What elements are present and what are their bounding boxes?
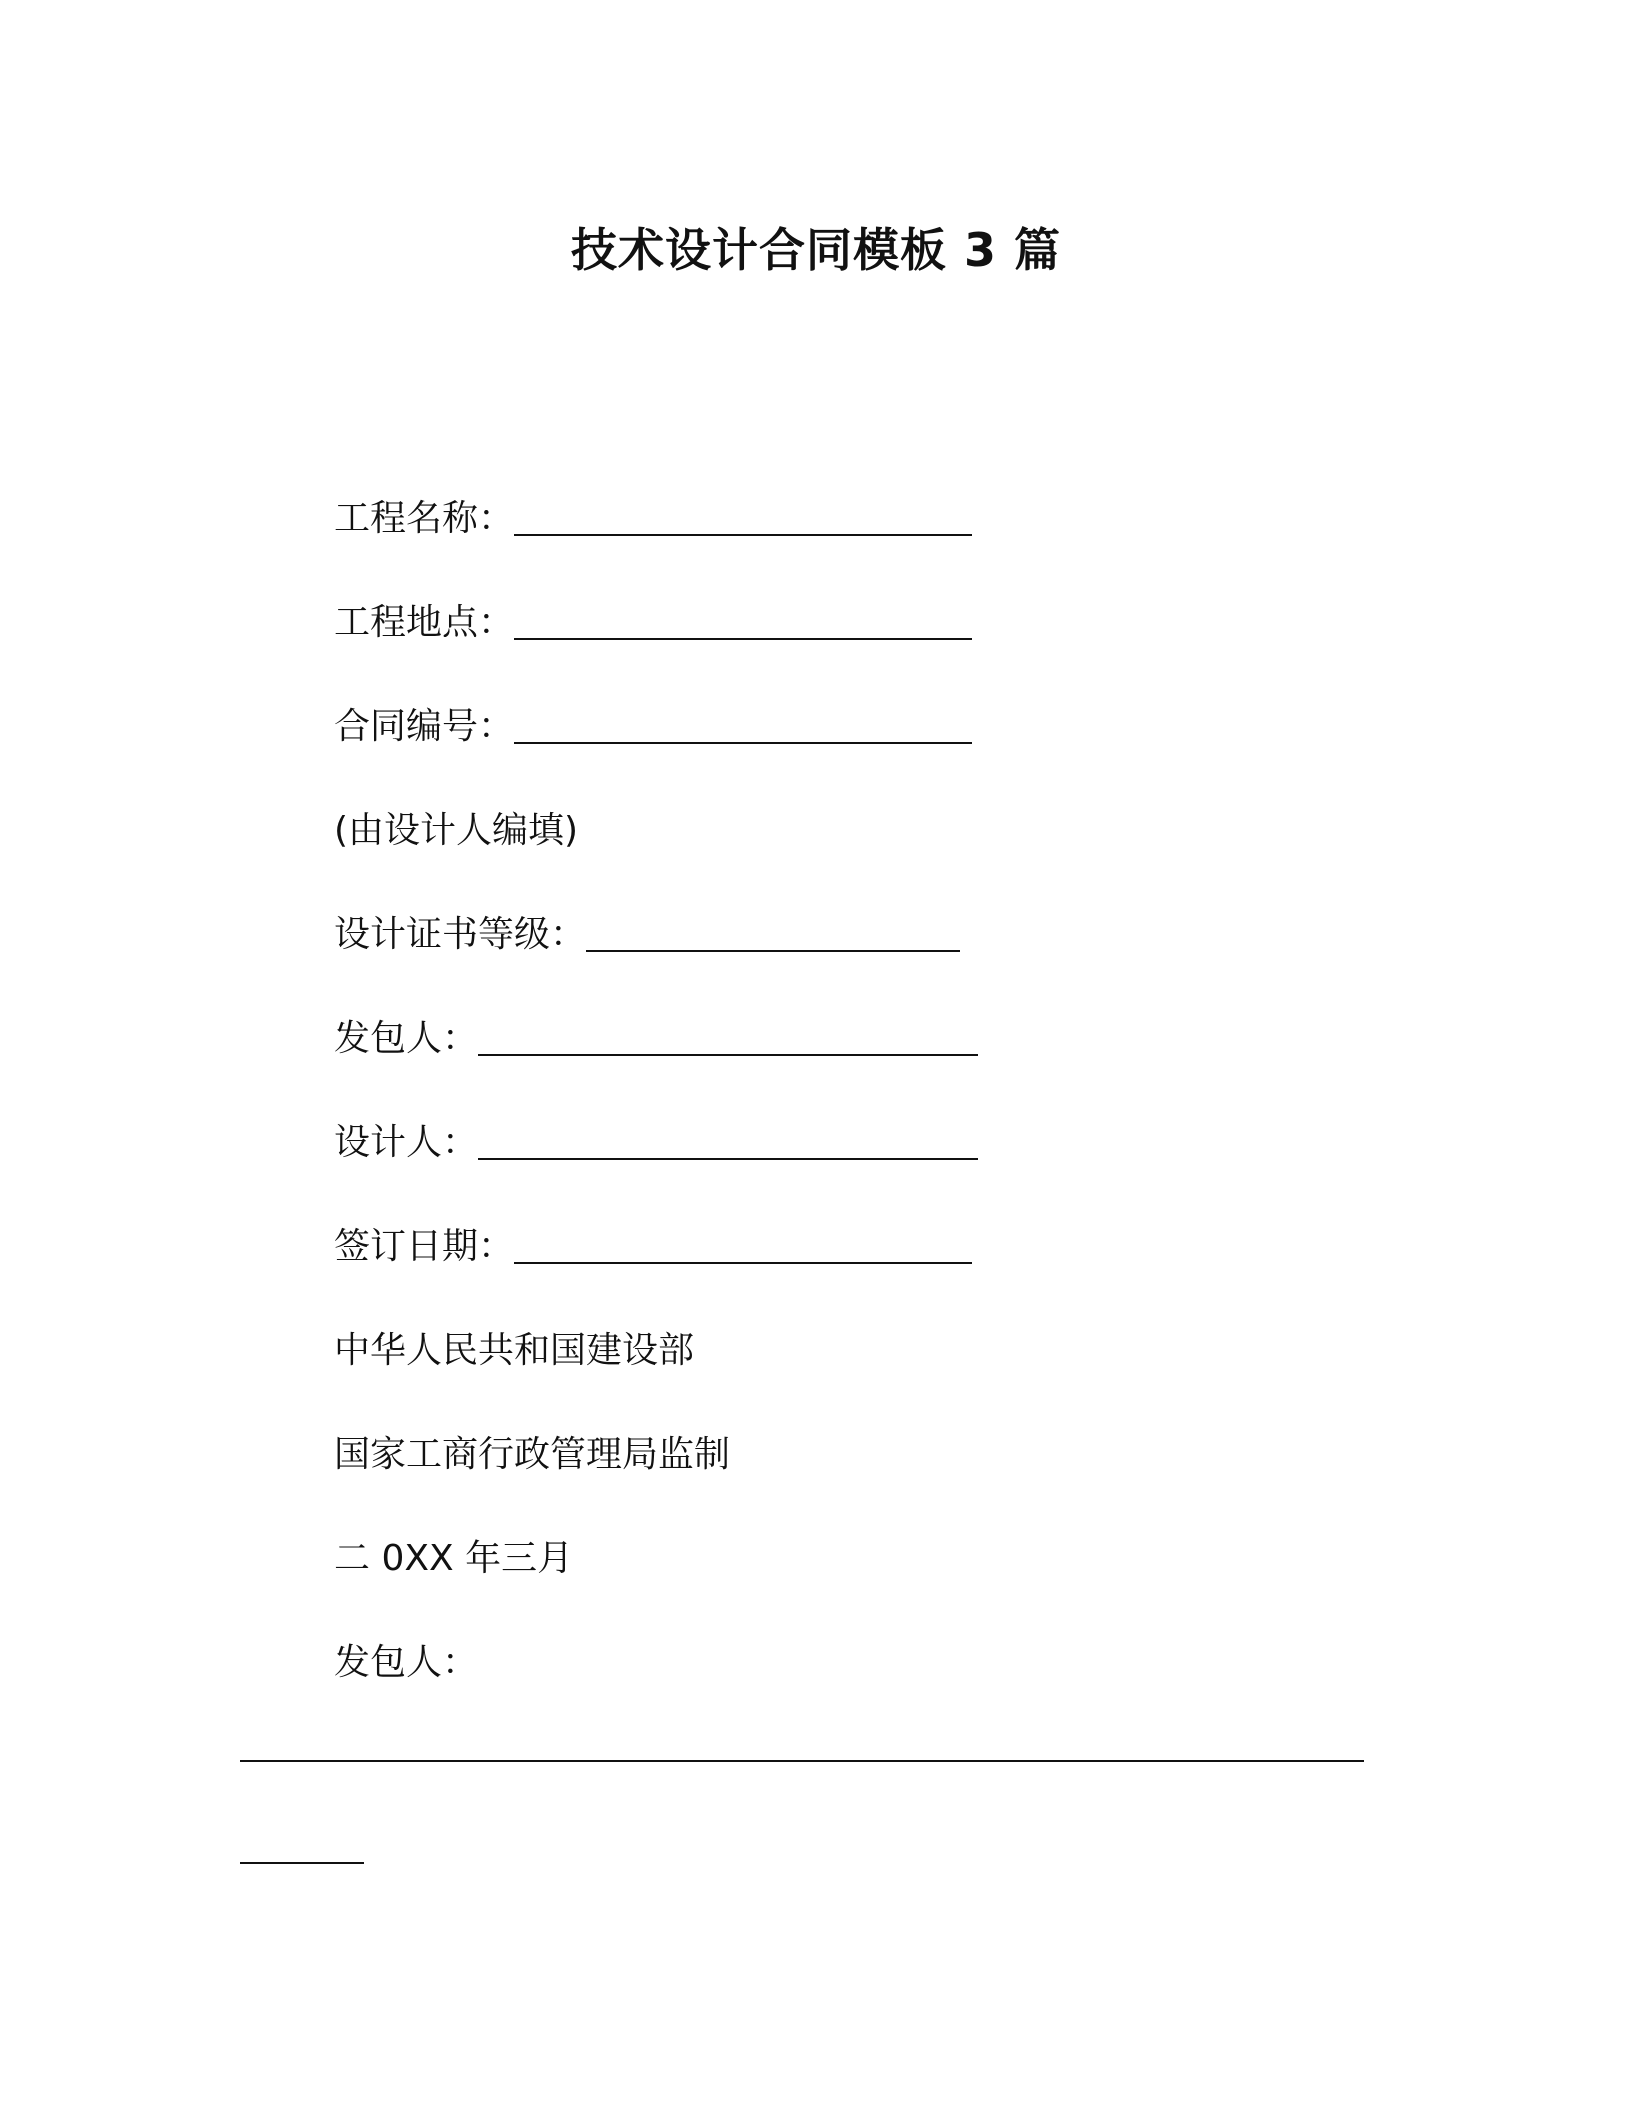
fill-in-blank[interactable] — [478, 1122, 978, 1160]
field-project-location — [334, 598, 972, 648]
fill-in-blank[interactable] — [514, 1226, 972, 1264]
fill-in-blank[interactable] — [586, 914, 960, 952]
fill-in-blank[interactable] — [514, 498, 972, 536]
field-label: 签订日期： — [334, 1226, 515, 1267]
field-label: 工程名称： — [334, 498, 515, 539]
field-label: 发包人： — [334, 1018, 479, 1059]
issuer-ministry: 中华人民共和国建设部 — [334, 1330, 695, 1371]
field-signing-date — [334, 1222, 972, 1272]
field-label: 设计人： — [334, 1122, 479, 1163]
document-title: 技术设计合同模板 3 篇 — [570, 223, 1062, 277]
employer-label: 发包人： — [334, 1642, 479, 1683]
fill-in-line-continued[interactable] — [240, 1862, 364, 1864]
issuer-bureau: 国家工商行政管理局监制 — [334, 1434, 731, 1475]
fill-in-blank[interactable] — [478, 1018, 978, 1056]
field-certificate-level — [334, 910, 960, 960]
note-filled-by-designer: (由设计人编填) — [334, 810, 579, 851]
field-designer — [334, 1118, 978, 1168]
field-label: 设计证书等级： — [334, 914, 587, 955]
field-employer — [334, 1014, 978, 1064]
fill-in-line[interactable] — [240, 1760, 1364, 1762]
issue-date: 二 0XX 年三月 — [334, 1538, 574, 1579]
fill-in-blank[interactable] — [514, 602, 972, 640]
field-project-name — [334, 494, 972, 544]
field-label: 合同编号： — [334, 706, 515, 747]
field-label: 工程地点： — [334, 602, 515, 643]
field-contract-number — [334, 702, 972, 752]
fill-in-blank[interactable] — [514, 706, 972, 744]
